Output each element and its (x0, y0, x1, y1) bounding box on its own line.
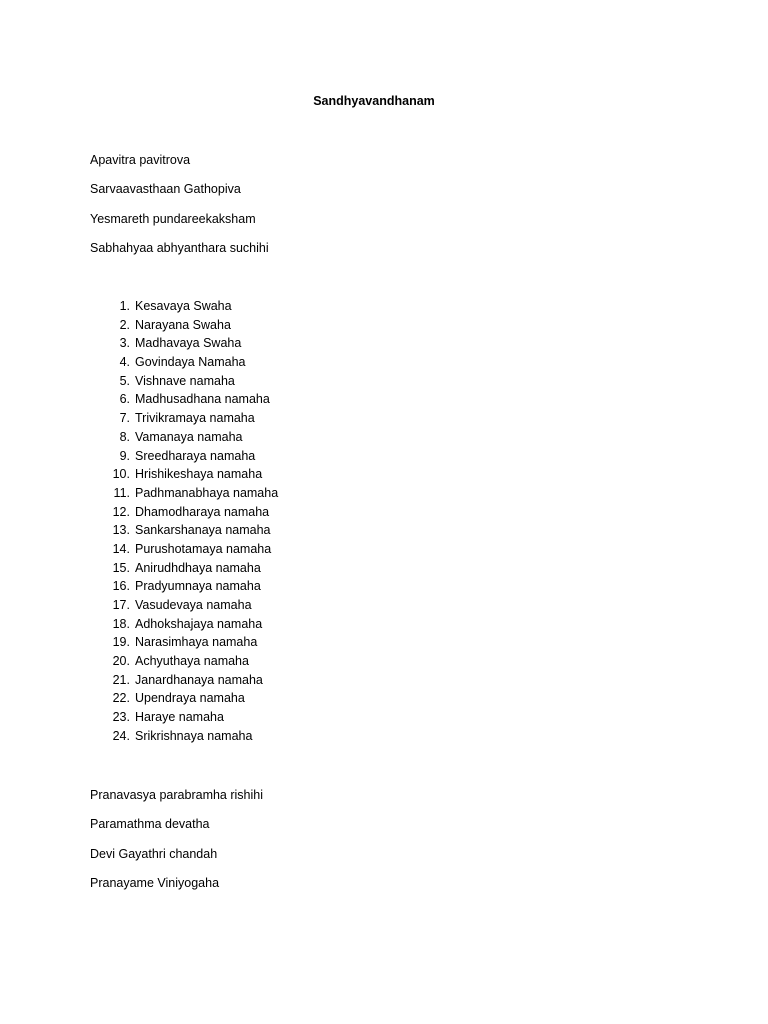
list-item-text: Upendraya namaha (135, 691, 245, 706)
list-item-text: Sreedharaya namaha (135, 448, 256, 463)
closing-line: Pranayame Viniyogaha (90, 875, 220, 890)
list-item (90, 353, 246, 372)
closing-line: Pranavasya parabramha rishihi (90, 788, 264, 802)
list-item (90, 334, 242, 353)
closing-verse (90, 786, 263, 903)
intro-line: Sarvaavasthaan Gathopiva (90, 182, 241, 197)
list-item-text: Madhusadhana namaha (135, 392, 270, 407)
intro-line: Sabhahyaa abhyanthara suchihi (90, 240, 269, 255)
list-item (90, 484, 279, 503)
list-item (90, 316, 231, 335)
list-item-number: 20. (112, 654, 130, 669)
list-item-number: 9. (119, 448, 130, 463)
list-item-text: Vamanaya namaha (135, 429, 243, 444)
list-item-number: 7. (119, 411, 130, 426)
intro-verse (90, 151, 269, 268)
list-item (90, 689, 245, 708)
list-item-text: Trivikramaya namaha (135, 411, 255, 426)
closing-line: Paramathma devatha (90, 817, 210, 832)
list-item-number: 3. (119, 336, 130, 351)
list-item-text: Adhokshajaya namaha (135, 616, 263, 631)
list-item-number: 14. (112, 541, 130, 556)
list-item-text: Govindaya Namaha (135, 355, 246, 370)
list-item (90, 428, 243, 447)
list-item-number: 1. (119, 299, 130, 313)
list-item (90, 615, 263, 634)
list-item-text: Purushotamaya namaha (135, 541, 272, 556)
list-item (90, 596, 252, 615)
list-item (90, 521, 271, 540)
list-item (90, 372, 235, 391)
closing-line: Devi Gayathri chandah (90, 846, 218, 861)
list-item-number: 19. (112, 635, 130, 650)
list-item (90, 708, 224, 727)
list-item-text: Pradyumnaya namaha (135, 579, 261, 594)
list-item-number: 15. (112, 560, 130, 575)
list-item-number: 4. (119, 355, 130, 370)
list-item-text: Sankarshanaya namaha (135, 523, 271, 538)
list-item (90, 540, 272, 559)
list-item-number: 21. (112, 672, 130, 687)
list-item-text: Padhmanabhaya namaha (135, 485, 279, 500)
list-item (90, 409, 255, 428)
list-item (90, 503, 270, 522)
list-item-text: Haraye namaha (135, 710, 224, 725)
list-item-text: Kesavaya Swaha (135, 299, 232, 313)
list-item-number: 10. (112, 467, 130, 482)
list-item-number: 24. (112, 728, 130, 743)
list-item-number: 16. (112, 579, 130, 594)
list-item-text: Vasudevaya namaha (135, 598, 252, 612)
list-item-number: 18. (112, 616, 130, 631)
intro-line: Yesmareth pundareekaksham (90, 211, 256, 226)
numbered-list (90, 297, 279, 746)
list-item-number: 8. (119, 429, 130, 444)
list-item (90, 447, 256, 466)
list-item (90, 390, 270, 409)
list-item (90, 727, 253, 746)
list-item-number: 5. (119, 373, 130, 388)
list-item-text: Achyuthaya namaha (135, 654, 249, 669)
list-item-number: 12. (112, 504, 130, 519)
list-item (90, 652, 249, 671)
list-item-number: 13. (112, 523, 130, 538)
list-item-number: 22. (112, 691, 130, 706)
list-item-number: 23. (112, 710, 130, 725)
list-item-text: Hrishikeshaya namaha (135, 467, 263, 482)
list-item-text: Narasimhaya namaha (135, 635, 258, 650)
list-item-text: Madhavaya Swaha (135, 336, 242, 351)
intro-line: Apavitra pavitrova (90, 153, 191, 167)
list-item (90, 297, 232, 316)
list-item-text: Anirudhdhaya namaha (135, 560, 261, 575)
list-item (90, 671, 263, 690)
list-item (90, 465, 263, 484)
list-item-text: Vishnave namaha (135, 373, 235, 388)
list-item-number: 2. (119, 317, 130, 332)
list-item-text: Narayana Swaha (135, 317, 231, 332)
list-item (90, 633, 258, 652)
list-item-text: Srikrishnaya namaha (135, 728, 253, 743)
list-item-number: 11. (113, 485, 130, 500)
list-item (90, 559, 261, 578)
list-item-text: Dhamodharaya namaha (135, 504, 270, 519)
list-item-text: Janardhanaya namaha (135, 672, 263, 687)
list-item (90, 577, 261, 596)
list-item-number: 17. (112, 598, 130, 612)
list-item-number: 6. (119, 392, 130, 407)
document-title: Sandhyavandhanam (313, 94, 435, 108)
